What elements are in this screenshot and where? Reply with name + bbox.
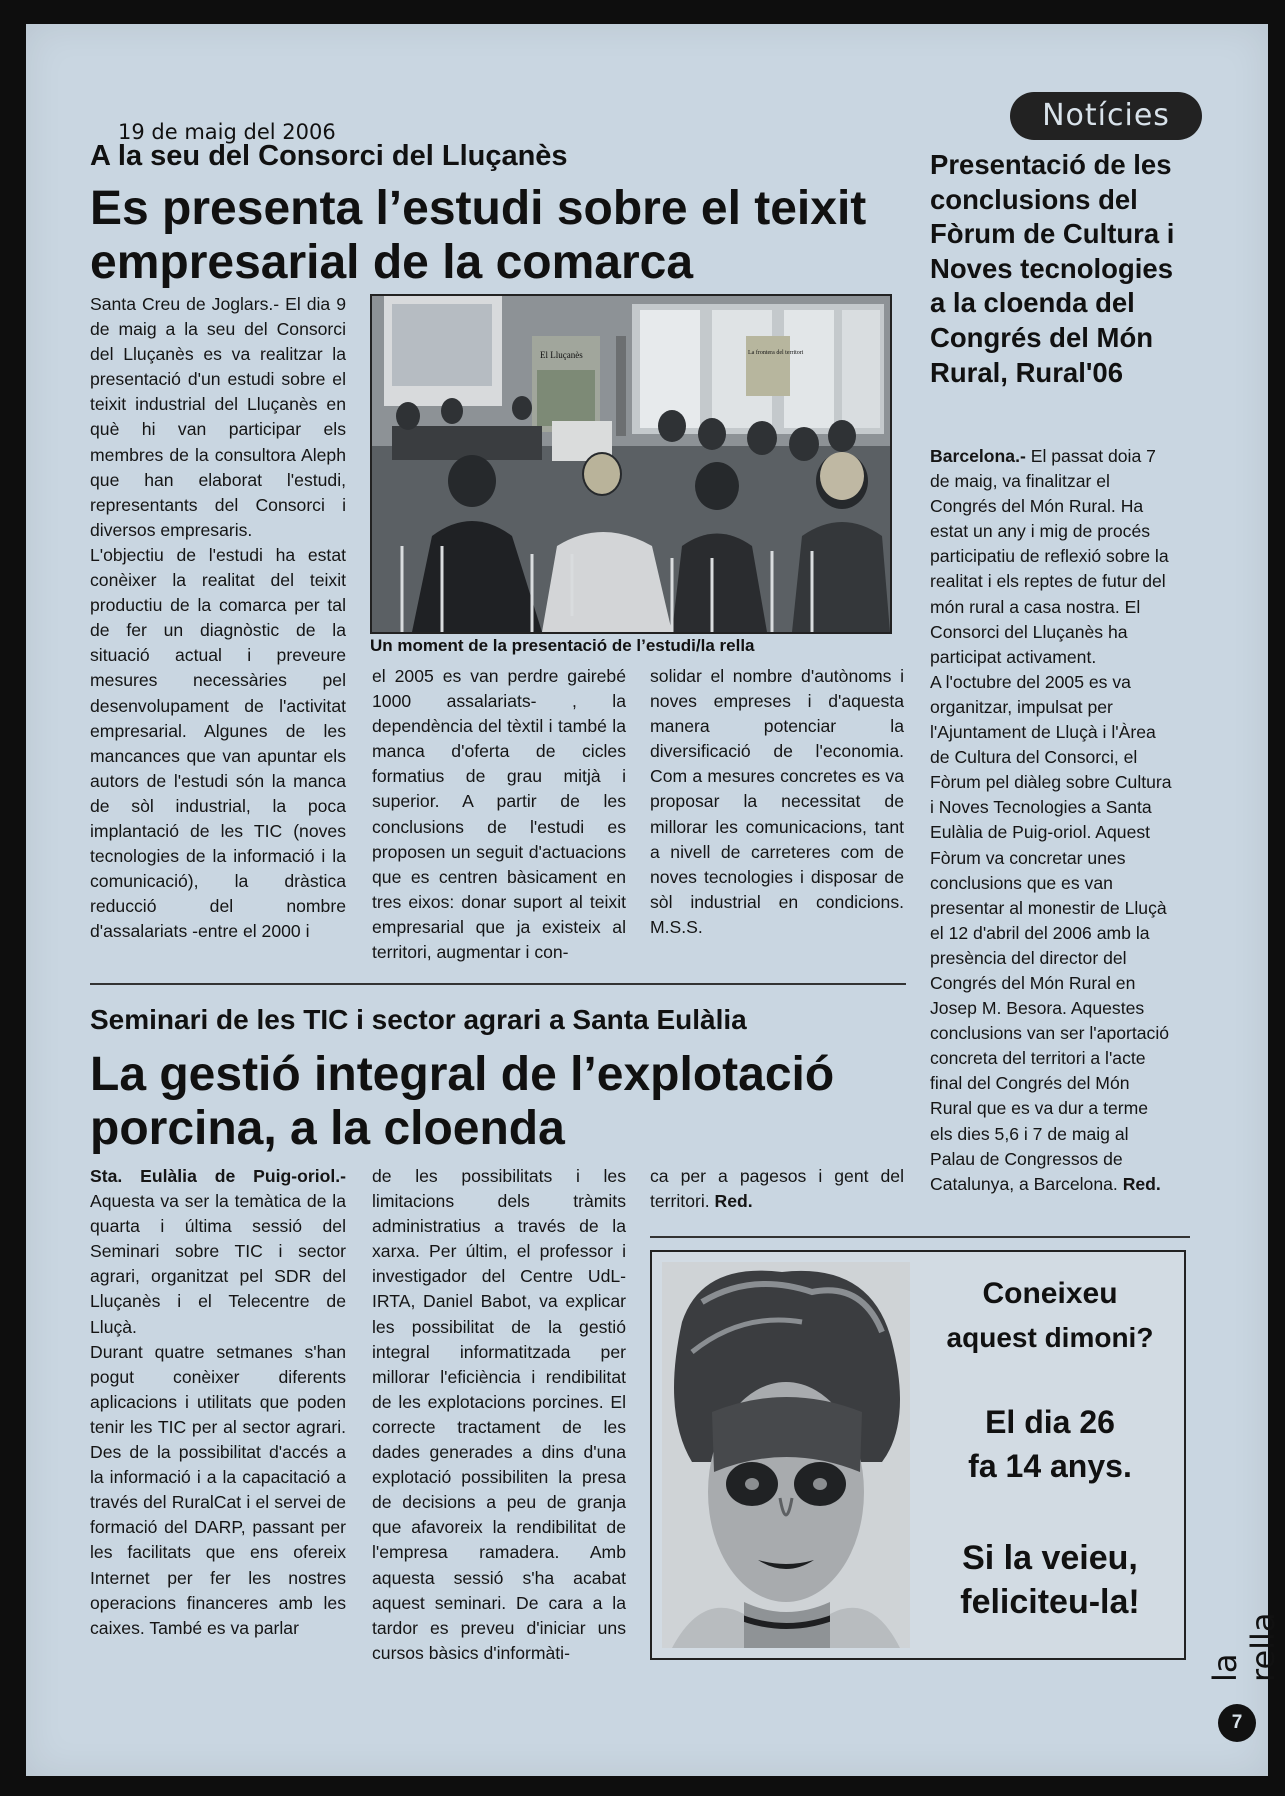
article2-headline-line1: La gestió integral de l’explotació — [90, 1048, 835, 1101]
presentation-photo — [370, 294, 892, 634]
section-label: Notícies — [1010, 92, 1202, 140]
issue-date: 19 de maig del 2006 — [118, 120, 336, 144]
ad-question — [916, 1272, 1184, 1360]
article2-paragraph1-text: Aquesta va ser la temàtica de la quarta i última sessió del Seminari sobre TIC i sector agrari, organitzat pel SDR del Lluçanès i el Telecentre de Lluçà. — [90, 1191, 346, 1337]
ad-line3: El dia 26 — [985, 1404, 1115, 1440]
sidebar-paragraph2-text: A l'octubre del 2005 es va organitzar, impulsat per l'Ajuntament de Lluçà i l'Àrea de Cultura del Consorci, el Fòrum pel diàleg sobre Cultura i Noves Tecnologies a Santa Eulàlia de Puig-oriol. Aquest Fòrum va concretar unes conclusions que es van presentar al monestir de Lluçà el 12 d'abril del 2006 amb la presència del director del Congrés del Món Rural en Josep M. Besora. Aquestes conclusions van ser l'aportació concreta del territori a l'acte final del Congrés del Món Rural que es va dur a terme els dies 5,6 i 7 de maig al Palau de Congressos de Catalunya, a Barcelona. — [930, 671, 1172, 1194]
photo-credit: la rella — [700, 636, 755, 655]
sidebar-title: Presentació de les conclusions del Fòrum de Cultura i Noves tecnologies a la cloenda del Congrés del Món Rural, Rural'06 — [930, 149, 1175, 388]
ad-line5: Si la veieu, — [962, 1539, 1138, 1577]
article2-paragraph4-text: ca per a pagesos i gent del territori. — [650, 1166, 904, 1212]
article1-paragraph3: el 2005 es van perdre gairebé 1000 assalariats- , la dependència del tèxtil i també la manca d'oferta de cicles formatius de grau mitjà i superior. A partir de les conclusions de l'estudi es proposen un seguit d'actuacions que es centren bàsicament en tres eixos: donar suport al teixit empresarial que ja existeix al territori, augmentar i con- — [372, 666, 626, 963]
article2-kicker: Seminari de les TIC i sector agrari a Santa Eulàlia — [90, 1004, 747, 1035]
photo-sign: El Lluçanès — [540, 350, 583, 360]
ad-line6: feliciteu-la! — [960, 1583, 1140, 1621]
article2-column1 — [90, 1164, 346, 1641]
ad-divider — [650, 1236, 1190, 1238]
photo-caption-text: Un moment de la presentació de l’estudi/ — [370, 636, 701, 655]
article1-kicker: A la seu del Consorci del Lluçanès — [90, 140, 568, 172]
ad-greeting — [916, 1536, 1184, 1624]
article2-paragraph1 — [90, 1164, 346, 1340]
article2-column3 — [650, 1164, 904, 1214]
photo-illustration — [372, 296, 890, 632]
article2-headline-line2: porcina, a la cloenda — [90, 1102, 565, 1155]
newspaper-page — [26, 24, 1282, 1776]
article2-signature: Red. — [714, 1191, 753, 1212]
photo-sign-2: La frontera del territori — [748, 350, 804, 356]
article2-dateline: Sta. Eulàlia de Puig-oriol.- — [90, 1166, 346, 1186]
sidebar-dateline: Barcelona.- — [930, 446, 1026, 466]
sidebar-paragraph2 — [930, 670, 1174, 1197]
article2-headline — [90, 1048, 920, 1156]
article1-column2 — [372, 664, 626, 965]
article2-column2 — [372, 1164, 626, 1666]
sidebar-body — [930, 444, 1174, 1197]
portrait-photo — [662, 1262, 910, 1648]
birthday-ad — [650, 1250, 1186, 1660]
ad-line4: fa 14 anys. — [968, 1448, 1132, 1484]
article1-headline-line1: Es presenta l’estudi sobre el teixit — [90, 182, 867, 235]
ad-line2: aquest dimoni? — [946, 1322, 1154, 1353]
article2-paragraph4 — [650, 1164, 904, 1214]
photo-caption — [370, 636, 888, 656]
page-number: 7 — [1218, 1704, 1256, 1742]
ad-line1: Coneixeu — [982, 1277, 1118, 1310]
publication-name: la rella — [1206, 1612, 1282, 1682]
sidebar-signature: Red. — [1122, 1173, 1161, 1194]
article2-paragraph3: de les possibilitats i les limitacions dels tràmits administratius a través de la xarxa. Per últim, el professor i investigador del Centre UdL-IRTA, Daniel Babot, va explicar les possibilitat de la gestió integral informatitzada per millorar l'eficiència i rendibilitat de les explotacions porcines. El correcte tractament de les dades generades a dins d'una explotació possibiliten la presa de decisions a peu de granja que afavoreix la rendibilitat de l'empresa ramadera. Amb aquesta sessió s'ha acabat aquest seminari. De cara a la tardor es preveu d'iniciar uns cursos bàsics d'informàti- — [372, 1166, 626, 1663]
article1-paragraph1: Santa Creu de Joglars.- El dia 9 de maig a la seu del Consorci del Lluçanès es va realitzar la presentació d'un estudi sobre el teixit industrial del Lluçanès en què hi van participar els membres de la consultora Aleph que han elaborat l'estudi, representants del Consorci i diversos empresaris. — [90, 294, 346, 540]
ad-birthday — [916, 1400, 1184, 1488]
article1-paragraph4: solidar el nombre d'autònoms i noves empreses i d'aquesta manera potenciar la diversificació de l'economia. Com a mesures concretes es va proposar la necessitat de millorar les comunicacions, tant a nivell de carreteres com de noves tecnologies i disposar de sòl industrial en condicions. M.S.S. — [650, 666, 904, 937]
article1-column3 — [650, 664, 904, 940]
article1-column1 — [90, 292, 346, 944]
sidebar-paragraph1-text: El passat doia 7 de maig, va finalitzar el Congrés del Món Rural. Ha estat un any i mig de procés participatiu de reflexió sobre la realitat i els reptes de futur del món rural a casa nostra. El Consorci del Lluçanès ha participat activament. — [930, 446, 1169, 667]
article1-headline — [90, 182, 920, 290]
article1-headline-line2: empresarial de la comarca — [90, 236, 694, 289]
sidebar-paragraph1 — [930, 444, 1174, 670]
article2-paragraph2: Durant quatre setmanes s'han pogut conèixer diferents aplicacions i utilitats que poden tenir les TIC per al sector agrari. Des de la possibilitat d'accés a la informació i a la capacitació a través del RuralCat i el servei de formació del DARP, passant per les facilitats que ens ofereix Internet per fer les nostres operacions financeres amb les caixes. També es va parlar — [90, 1341, 346, 1638]
article1-paragraph2: L'objectiu de l'estudi ha estat conèixer la realitat del teixit productiu de la comarca per tal de fer un diagnòstic de la situació actual i preveure mesures necessàries pel desenvolupament de l'activitat empresarial. Algunes de les mancances que van apuntar els autors de l'estudi són la manca de sòl industrial, la poca implantació de les TIC (noves tecnologies de la informació i la comunicació), la dràstica reducció del nombre d'assalariats -entre el 2000 i — [90, 544, 346, 942]
article-divider — [90, 983, 906, 985]
